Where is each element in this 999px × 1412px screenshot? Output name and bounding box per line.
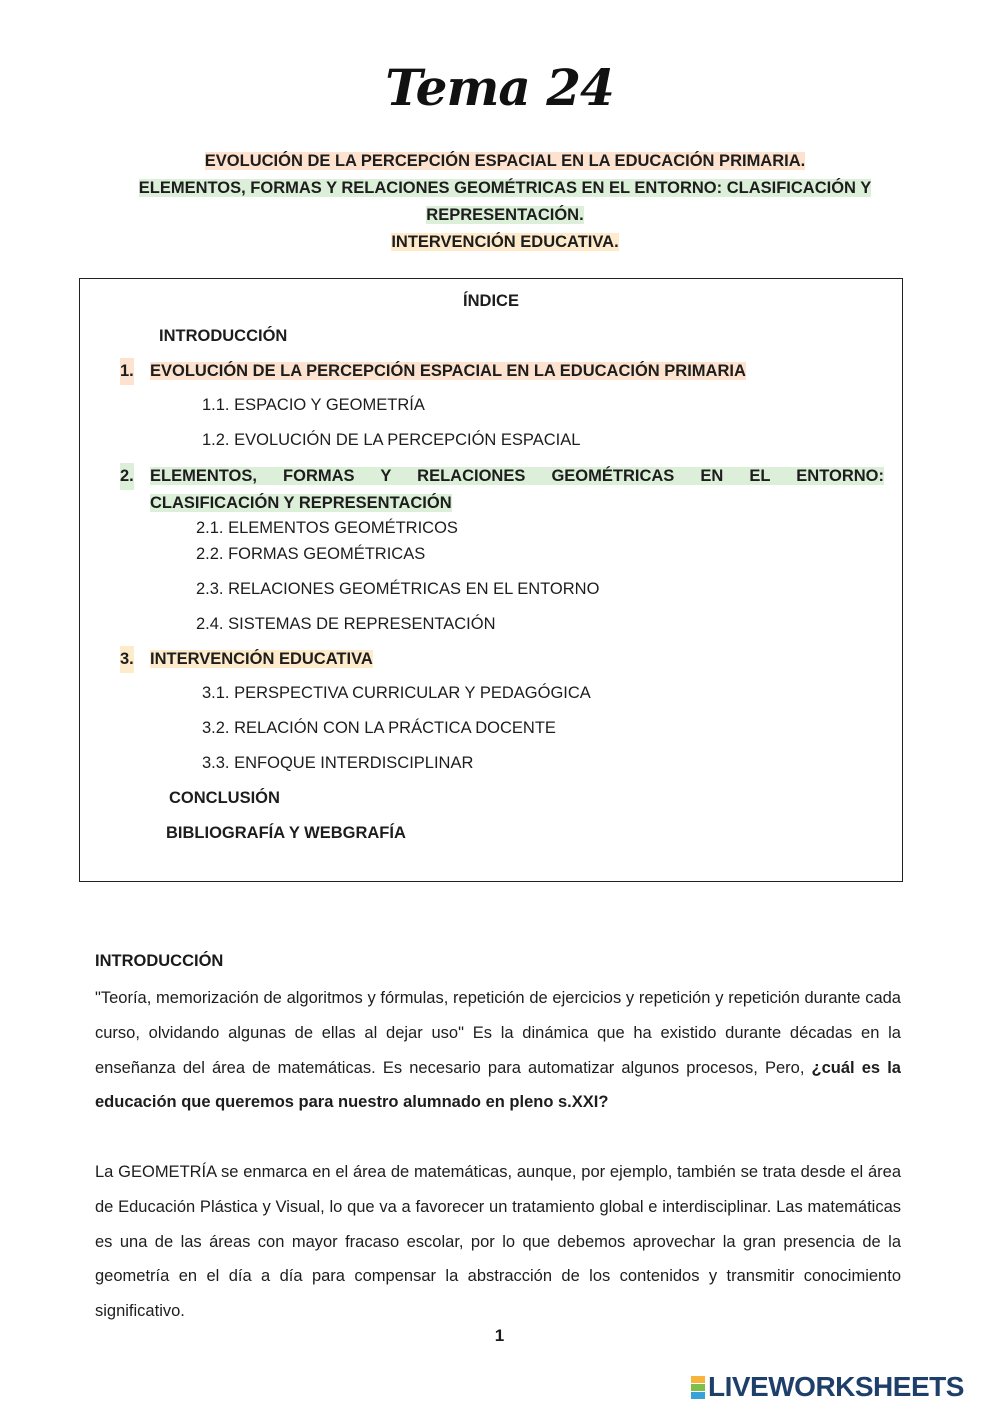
intro-paragraph-1-text: "Teoría, memorización de algoritmos y fórmulas, repetición de ejercicios y repetición y repetición durante cada curso, olvidando algunas de ellas al dejar uso" Es la dinámica que ha existido durante décadas en la enseñanza del área de matemáticas. Es necesario para automatizar algunos procesos, Pero, [95,989,901,1077]
intro-question: ¿cuál es la educación que queremos para nuestro alumnado en pleno s.XXI? [95,1058,901,1112]
introduction-heading: INTRODUCCIÓN [95,952,224,970]
index-introduction: INTRODUCCIÓN [159,327,288,345]
logo-text: LIVEWORKSHEETS [708,1371,964,1402]
subtitle-line-3: INTERVENCIÓN EDUCATIVA. [391,233,619,251]
index-section-2 [120,463,884,517]
index-item-3-2: 3.2. RELACIÓN CON LA PRÁCTICA DOCENTE [202,719,556,737]
index-section-3 [120,646,884,673]
index-section-1 [120,358,884,385]
intro-paragraph-1 [95,981,901,1120]
index-item-1-2: 1.2. EVOLUCIÓN DE LA PERCEPCIÓN ESPACIAL [202,431,581,449]
index-conclusion: CONCLUSIÓN [169,789,280,807]
index-item-2-2: 2.2. FORMAS GEOMÉTRICAS [196,545,426,563]
logo-mark-bar-2 [691,1384,705,1391]
page-number: 1 [494,1326,505,1345]
section-2-title-line-1: ELEMENTOS, FORMAS Y RELACIONES GEOMÉTRICAS EN EL ENTORNO: [150,467,884,485]
section-3-number: 3. [120,646,134,673]
index-item-2-3: 2.3. RELACIONES GEOMÉTRICAS EN EL ENTORNO [196,580,600,598]
index-item-3-3: 3.3. ENFOQUE INTERDISCIPLINAR [202,754,474,772]
logo-mark-bar-1 [691,1376,705,1383]
liveworksheets-logo [691,1372,964,1402]
section-3-title: INTERVENCIÓN EDUCATIVA [150,650,373,668]
index-bibliography: BIBLIOGRAFÍA Y WEBGRAFÍA [166,824,406,842]
document-title: Tema 24 [385,58,614,117]
index-box [79,278,903,882]
intro-paragraph-2: La GEOMETRÍA se enmarca en el área de matemáticas, aunque, por ejemplo, también se trata desde el área de Educación Plástica y Visual, lo que va a favorecer un tratamiento global e interdisciplinar. Las matemáticas es una de las áreas con mayor fracaso escolar, por lo que debemos aprovechar la gran presencia de la geometría en el día a día para compensar la abstracción de los contenidos y transmitir conocimiento significativo. [95,1163,901,1321]
subtitle-line-2a: ELEMENTOS, FORMAS Y RELACIONES GEOMÉTRICAS EN EL ENTORNO: CLASIFICACIÓN Y [138,179,872,197]
subtitle-line-2b: REPRESENTACIÓN. [426,206,584,224]
index-item-3-1: 3.1. PERSPECTIVA CURRICULAR Y PEDAGÓGICA [202,684,591,702]
logo-mark-bar-3 [691,1392,705,1399]
section-1-title: EVOLUCIÓN DE LA PERCEPCIÓN ESPACIAL EN LA EDUCACIÓN PRIMARIA [150,362,746,380]
subtitle-line-1: EVOLUCIÓN DE LA PERCEPCIÓN ESPACIAL EN LA EDUCACIÓN PRIMARIA. [204,152,806,170]
index-item-2-4: 2.4. SISTEMAS DE REPRESENTACIÓN [196,615,496,633]
subtitle [100,148,910,256]
logo-mark-icon [691,1375,705,1399]
index-heading: ÍNDICE [463,292,519,310]
section-1-number: 1. [120,358,134,385]
index-item-2-1: 2.1. ELEMENTOS GEOMÉTRICOS [196,519,458,537]
section-2-number: 2. [120,463,134,490]
section-2-title-line-2: CLASIFICACIÓN Y REPRESENTACIÓN [150,494,452,512]
index-item-1-1: 1.1. ESPACIO Y GEOMETRÍA [202,396,425,414]
